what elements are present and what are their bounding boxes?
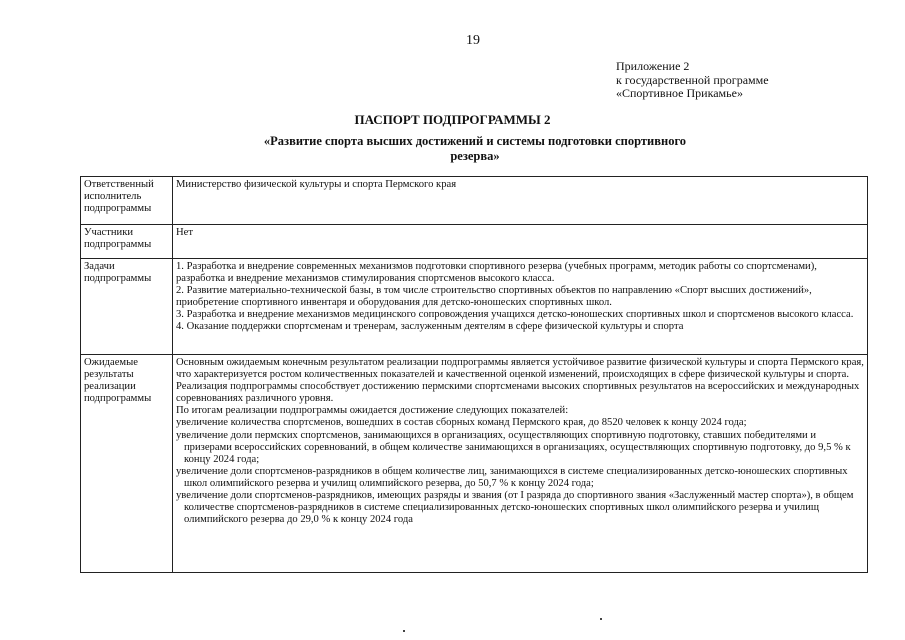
appendix-line-2: к государственной программе xyxy=(616,72,769,87)
document-subtitle: «Развитие спорта высших достижений и системы подготовки спортивного резерва» xyxy=(263,134,687,163)
task-item: 1. Разработка и внедрение современных механизмов подготовки спортивного резерва (учебных программ, методик работы со спортсменами), разработка и внедрение механизмов стимулирования спортсменов высокого класса. xyxy=(176,261,817,285)
appendix-note xyxy=(616,60,769,101)
scan-speck xyxy=(403,630,405,632)
result-indicator: увеличение доли спортсменов-разрядников в общем количестве лиц, занимающихся в системе специализированных детско-юношеских спортивных школ олимпийского резерва и училищ олимпийского резерва, до 50,7 % к концу 2024 года; xyxy=(176,465,848,489)
table-row xyxy=(81,177,868,225)
result-paragraph: По итогам реализации подпрограммы ожидается достижение следующих показателей: xyxy=(176,405,569,417)
task-item: 2. Развитие материально-технической базы, в том числе строительство спортивных объектов по направлению «Спорт высших достижений», приобретение спортивного инвентаря и оборудования для детско-юношеских спортивных школ. xyxy=(176,285,812,309)
row-label-participants: Участники подпрограммы xyxy=(81,225,173,259)
row-label-responsible: Ответственный исполнитель подпрограммы xyxy=(81,177,173,225)
appendix-line-3: «Спортивное Прикамье» xyxy=(616,86,743,100)
result-indicator: увеличение доли пермских спортсменов, занимающихся в организациях, осуществляющих спортивную подготовку, ставших победителями и призерами всероссийских соревнований, в общем количестве занимающихся в организациях, осуществляющих спортивную подготовку, до 9,5 % к концу 2024 года; xyxy=(176,429,851,465)
page-number: 19 xyxy=(466,33,480,48)
document-title: ПАСПОРТ ПОДПРОГРАММЫ 2 xyxy=(354,112,551,127)
appendix-line-1: Приложение 2 xyxy=(616,59,690,73)
row-value-results xyxy=(173,355,868,573)
row-value-participants xyxy=(173,225,868,259)
table-row xyxy=(81,259,868,355)
passport-table xyxy=(80,176,868,573)
scan-speck xyxy=(600,618,602,620)
value-line: Нет xyxy=(176,227,193,238)
row-label-tasks: Задачи подпрограммы xyxy=(81,259,173,355)
result-indicator: увеличение доли спортсменов-разрядников, имеющих разряды и звания (от I разряда до спортивного звания «Заслуженный мастер спорта»), в общем количестве спортсменов-разрядников в системе специализированных детско-юношеских спортивных школ олимпийского резерва и училищ олимпийского резерва до 29,0 % к концу 2024 года xyxy=(176,490,854,526)
row-value-tasks xyxy=(173,259,868,355)
table-row xyxy=(81,225,868,259)
task-item: 3. Разработка и внедрение механизмов медицинского сопровождения учащихся детско-юношеских спортивных школ и спортсменов высокого класса. xyxy=(176,309,854,321)
table-row xyxy=(81,355,868,573)
row-value-responsible xyxy=(173,177,868,225)
value-line: Министерство физической культуры и спорта Пермского края xyxy=(176,179,457,190)
row-label-results: Ожидаемые результаты реализации подпрограммы xyxy=(81,355,173,573)
task-item: 4. Оказание поддержки спортсменам и тренерам, заслуженным деятелям в сфере физической культуры и спорта xyxy=(176,321,684,333)
result-paragraph: Основным ожидаемым конечным результатом реализации подпрограммы является устойчивое развитие физической культуры и спорта Пермского края, что характеризуется ростом количественных показателей и качественной оценкой изменений, происходящих в сфере физической культуры и спорта. Реализация подпрограммы способствует достижению пермскими спортсменами высоких спортивных результатов на всероссийских и международных соревнованиях различного уровня. xyxy=(176,357,864,405)
result-indicator: увеличение количества спортсменов, вошедших в состав сборных команд Пермского края, до 8520 человек к концу 2024 года; xyxy=(176,417,747,429)
